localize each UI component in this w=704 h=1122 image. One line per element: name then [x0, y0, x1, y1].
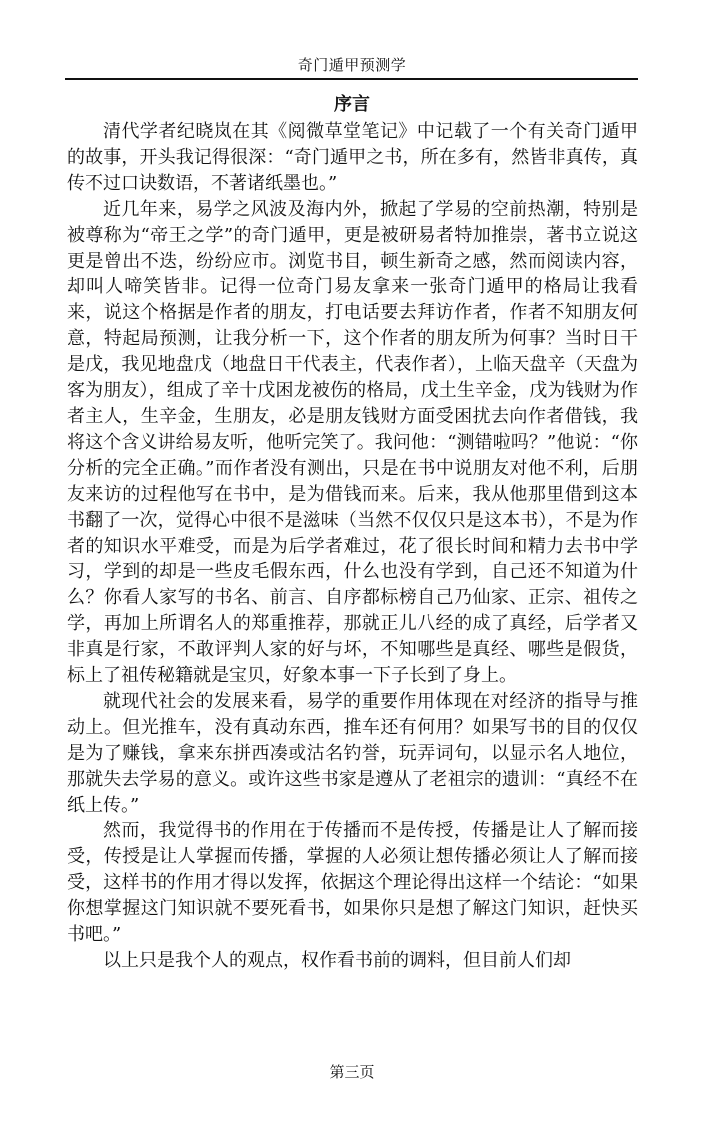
header-rule — [65, 78, 638, 80]
paragraph: 以上只是我个人的观点，权作看书前的调料，但目前人们却 — [103, 950, 571, 971]
paragraph: 近几年来，易学之风波及海内外，掀起了学易的空前热潮，特别是被尊称为“帝王之学”的奇门遁甲，更是被研易者特加推崇，著书立说这更是曾出不迭，纷纷应市。浏览书目，顿生新奇之感，然而阅读内容，却叫人啼笑皆非。记得一位奇门易友拿来一张奇门遁甲的格局让我看来，说这个格据是作者的朋友，打电话要去拜访作者，作者不知朋友何意，特起局预测，让我分析一下，这个作者的朋友所为何事？当时日干是戊，我见地盘戊（地盘日干代表主，代表作者），上临天盘辛（天盘为客为朋友），组成了辛十戊困龙被伤的格局，戊土生辛金，戊为钱财为作者主人，生辛金，生朋友，必是朋友钱财方面受困扰去向作者借钱，我将这个含义讲给易友听，他听完笑了。我问他：“测错啦吗？”他说：“你分析的完全正确。”而作者没有测出，只是在书中说朋友对他不利，后朋友来访的过程他写在书中，是为借钱而来。后来，我从他那里借到这本书翻了一次，觉得心中很不是滋味（当然不仅仅只是这本书），不是为作者的知识水平难受，而是为后学者难过，花了很长时间和精力去书中学习，学到的却是一些皮毛假东西，什么也没有学到，自己还不知道为什么？你看人家写的书名、前言、自序都标榜自己乃仙家、正宗、祖传之学，再加上所谓名人的郑重推荐，那就正儿八经的成了真经，后学者又非真是行家，不敢评判人家的好与坏，不知哪些是真经、哪些是假货，标上了祖传秘籍就是宝贝，好象本事一下子长到了身上。 — [67, 198, 638, 687]
body-text — [67, 119, 638, 974]
paragraph: 然而，我觉得书的作用在于传播而不是传授，传播是让人了解而接受，传授是让人掌握而传播，掌握的人必须让想传播必须让人了解而接受，这样书的作用才得以发挥，依据这个理论得出这样一个结论：“如果你想掌握这门知识就不要死看书，如果你只是想了解这门知识，赶快买书吧。” — [67, 820, 638, 946]
paragraph: 就现代社会的发展来看，易学的重要作用体现在对经济的指导与推动上。但光推车，没有真动东西，推车还有何用？如果写书的目的仅仅是为了赚钱，拿来东拼西凑或沽名钓誉，玩弄词句，以显示名人地位，那就失去学易的意义。或许这些书家是遵从了老祖宗的遗训：“真经不在纸上传。” — [67, 690, 638, 816]
section-title: 序言 — [334, 94, 370, 115]
page-number: 第三页 — [329, 1063, 375, 1081]
paragraph: 清代学者纪晓岚在其《阅微草堂笔记》中记载了一个有关奇门遁甲的故事，开头我记得很深：“奇门遁甲之书，所在多有，然皆非真传，真传不过口诀数语，不著诸纸墨也。” — [67, 121, 638, 194]
running-header-title: 奇门遁甲预测学 — [297, 56, 407, 74]
